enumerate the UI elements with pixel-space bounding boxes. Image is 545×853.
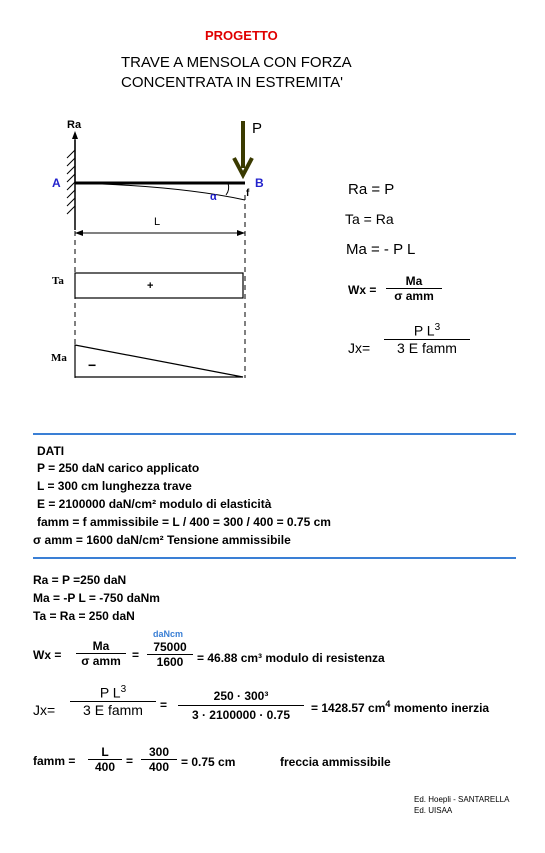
- formula-jx-lhs: Jx=: [348, 340, 371, 356]
- formula-jx-den: 3 E famm: [397, 339, 457, 356]
- jx-result: [311, 699, 489, 715]
- dati-line: σ amm = 1600 daN/cm² Tensione ammissibile: [33, 533, 291, 547]
- formula-jx-num: P L: [413, 322, 435, 339]
- dati-line: P = 250 daN carico applicato: [37, 461, 200, 475]
- formula-wx-lhs: Wx =: [348, 283, 377, 297]
- sign-plus: +: [147, 280, 154, 292]
- famm-result: = 0.75 cm: [181, 755, 236, 769]
- jx-fraction-values: [178, 689, 304, 722]
- formula-wx-fraction: [386, 274, 442, 303]
- famm-den-value: 400: [148, 760, 170, 774]
- sign-minus: −: [88, 357, 97, 373]
- result-line: Ma = -P L = -750 daNm: [33, 591, 160, 605]
- jx-den-value: 3 · 2100000 · 0.75: [191, 708, 291, 722]
- jx-result-tail: momento inerzia: [390, 701, 490, 715]
- label-ra: Ra: [67, 119, 82, 131]
- label-a: A: [52, 176, 61, 190]
- famm-fraction-values: [141, 745, 177, 774]
- dati-line: E = 2100000 daN/cm² modulo di elasticità: [37, 497, 272, 511]
- label-l: L: [154, 216, 161, 228]
- footer-line-2: Ed. UISAA: [414, 806, 453, 815]
- famm-num: L: [88, 745, 122, 760]
- label-p: P: [252, 120, 263, 137]
- result-line: Ra = P =250 daN: [33, 573, 127, 587]
- jx-result-value: = 1428.57 cm: [311, 701, 386, 715]
- wx-num: Ma: [76, 639, 126, 654]
- famm-num-value: 300: [141, 745, 177, 760]
- separator-top: [33, 433, 516, 435]
- label-b: B: [255, 176, 264, 190]
- footer-line-1: Ed. Hoepli - SANTARELLA: [414, 795, 510, 804]
- dati-heading: DATI: [37, 444, 65, 458]
- dati-line: famm = f ammissibile = L / 400 = 300 / 400 = 0.75 cm: [37, 515, 331, 529]
- title-line-2: CONCENTRATA IN ESTREMITA': [121, 74, 344, 91]
- jx-fraction: [70, 684, 156, 718]
- separator-bottom: [33, 557, 516, 559]
- jx-num-value: 250 · 300³: [178, 689, 304, 706]
- formula-ra: Ra = P: [348, 181, 395, 198]
- famm-lhs: famm =: [33, 754, 76, 768]
- formula-jx-fraction: [384, 322, 470, 356]
- jx-lhs: Jx=: [33, 702, 56, 718]
- wx-result: = 46.88 cm³ modulo di resistenza: [197, 651, 385, 665]
- formula-wx-den: σ amm: [394, 289, 434, 303]
- formula-ta: Ta = Ra: [345, 211, 394, 227]
- formula-ma: Ma = - P L: [346, 241, 416, 258]
- result-line: Ta = Ra = 250 daN: [33, 609, 135, 623]
- wx-lhs: Wx =: [33, 648, 62, 662]
- wx-fraction: [76, 639, 126, 668]
- famm-den: 400: [94, 760, 116, 774]
- label-alpha: α: [210, 191, 217, 203]
- famm-fraction: [88, 745, 122, 774]
- project-label: PROGETTO: [205, 28, 278, 43]
- label-f: f: [246, 188, 250, 199]
- wx-fraction-values: [147, 640, 193, 669]
- jx-den: 3 E famm: [83, 701, 143, 718]
- label-ta: Ta: [52, 275, 64, 287]
- wx-unit-note: daNcm: [153, 629, 184, 639]
- wx-num-value: 75000: [147, 640, 193, 655]
- dati-line: L = 300 cm lunghezza trave: [37, 479, 192, 493]
- famm-note: freccia ammissibile: [280, 755, 391, 769]
- jx-num: P L: [99, 684, 121, 701]
- formula-jx-exp: 3: [434, 322, 441, 333]
- label-ma: Ma: [51, 352, 67, 364]
- formula-wx-num: Ma: [386, 274, 442, 289]
- jx-exp: 3: [120, 684, 127, 695]
- jx-result-exp: 4: [385, 699, 391, 709]
- wx-den: σ amm: [81, 654, 121, 668]
- wx-den-value: 1600: [156, 655, 184, 669]
- title-line-1: TRAVE A MENSOLA CON FORZA: [121, 54, 352, 71]
